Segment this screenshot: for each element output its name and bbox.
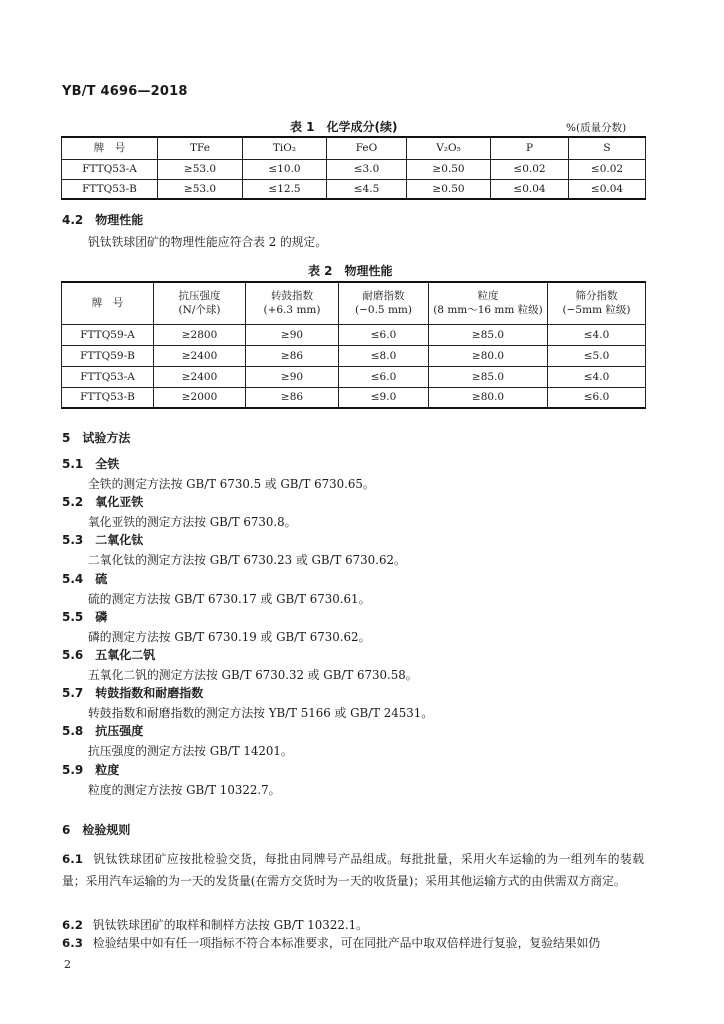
table2-col-header	[246, 282, 339, 324]
table2-cell: ≤6.0	[339, 324, 429, 345]
table2-col-header-line1: 转鼓指数	[271, 290, 313, 303]
table2-col-header	[154, 282, 246, 324]
table2-col-header	[548, 282, 646, 324]
table2-cell: FTTQ53-A	[62, 366, 154, 387]
subsection-number: 5.7	[62, 686, 84, 700]
subsection-text: 五氧化二钒的测定方法按 GB/T 6730.32 或 GB/T 6730.58。	[88, 668, 418, 682]
subsection-heading	[62, 723, 143, 739]
subsection-number: 5.2	[62, 495, 84, 509]
table1-header-row	[62, 137, 646, 159]
table2-physical-properties	[61, 281, 646, 409]
section-5-heading: 5 试验方法	[62, 431, 131, 445]
table2-cell: FTTQ53-B	[62, 387, 154, 408]
table1-col-header: S	[569, 137, 646, 159]
table1-col-header: V₂O₅	[407, 137, 491, 159]
subsection-title: 五氧化二钒	[95, 648, 156, 662]
table2-col-header-line1: 牌 号	[91, 297, 124, 310]
table2-col-header-line1: 抗压强度	[178, 290, 221, 303]
table2-col-header-line1: 粒度	[477, 290, 499, 303]
table1-col-header: 牌 号	[62, 137, 158, 159]
table2-cell: ≥2800	[154, 324, 246, 345]
section-6-heading: 6 检验规则	[62, 823, 131, 837]
table1-cell: FTTQ53-A	[62, 159, 158, 179]
subsection-text: 抗压强度的测定方法按 GB/T 14201。	[88, 744, 293, 758]
section-4-2-text: 钒钛铁球团矿的物理性能应符合表 2 的规定。	[88, 235, 328, 249]
table2-cell: ≥90	[246, 366, 339, 387]
table1-cell: ≥53.0	[158, 179, 243, 199]
subsection-number: 5.1	[62, 457, 84, 471]
table2-cell: ≤5.0	[548, 345, 646, 366]
table2-cell: ≤6.0	[548, 387, 646, 408]
table2-cell: ≤8.0	[339, 345, 429, 366]
subsection-heading	[62, 571, 107, 587]
subsection-text: 氧化亚铁的测定方法按 GB/T 6730.8。	[88, 515, 297, 529]
table-row	[62, 159, 646, 179]
table-row	[62, 179, 646, 199]
table2-caption: 表 2 物理性能	[308, 264, 393, 278]
table2-col-header-line1: 筛分指数	[575, 290, 618, 303]
section-6-2-paragraph: 6.2 钒钛铁球团矿的取样和制样方法按 GB/T 10322.1。	[62, 918, 368, 932]
subsection-text: 转鼓指数和耐磨指数的测定方法按 YB/T 5166 或 GB/T 24531。	[88, 706, 434, 720]
subsection-number: 5.6	[62, 648, 84, 662]
subsection-text: 磷的测定方法按 GB/T 6730.19 或 GB/T 6730.62。	[88, 630, 371, 644]
subsection-heading	[62, 532, 143, 548]
table1-cell: ≤0.02	[569, 159, 646, 179]
table2-col-header	[62, 282, 154, 324]
table2-cell: ≥2000	[154, 387, 246, 408]
table1-cell: ≥0.50	[407, 159, 491, 179]
section-4-2-heading: 4.2 物理性能	[62, 213, 144, 227]
table2-col-header-line2: (8 mm～16 mm 粒级)	[433, 304, 543, 317]
subsection-number: 5.3	[62, 533, 84, 547]
table2-cell: ≥85.0	[429, 324, 548, 345]
subsection-number: 5.4	[62, 572, 84, 586]
table-row	[62, 345, 646, 366]
section-6-1-paragraph: 6.1 钒钛铁球团矿应按批检验交货，每批由同牌号产品组成。每批批量，采用火车运输的为一组列车的装载量；采用汽车运输的为一天的发货量(在需方交货时为一天的收货量)；采用其他运输方式的由供需双方商定。	[62, 852, 644, 888]
subsection-title: 磷	[95, 610, 108, 624]
subsection-number: 5.5	[62, 610, 84, 624]
table2-col-header-line1: 耐磨指数	[362, 290, 405, 303]
subsection-heading	[62, 685, 203, 701]
table1-cell: ≥0.50	[407, 179, 491, 199]
table2-cell: FTTQ59-B	[62, 345, 154, 366]
subsection-number: 5.8	[62, 724, 84, 738]
standard-code: YB/T 4696—2018	[62, 84, 188, 99]
table1-cell: ≤12.5	[243, 179, 327, 199]
table2-cell: ≤6.0	[339, 366, 429, 387]
table2-cell: FTTQ59-A	[62, 324, 154, 345]
subsection-title: 粒度	[95, 763, 120, 777]
table1-cell: ≤0.02	[491, 159, 569, 179]
table1-chemical-composition	[61, 136, 646, 200]
table2-cell: ≥86	[246, 345, 339, 366]
subsection-title: 全铁	[95, 457, 120, 471]
subsection-number: 5.9	[62, 763, 84, 777]
subsection-title: 抗压强度	[95, 724, 144, 738]
table1-unit: %(质量分数)	[566, 122, 627, 134]
table1-cell: ≥53.0	[158, 159, 243, 179]
subsection-text: 全铁的测定方法按 GB/T 6730.5 或 GB/T 6730.65。	[88, 477, 375, 491]
table2-col-header-line2: (+6.3 mm)	[263, 304, 321, 317]
table2-col-header	[339, 282, 429, 324]
table-row	[62, 324, 646, 345]
subsection-title: 硫	[95, 572, 108, 586]
subsection-title: 二氧化钛	[95, 533, 144, 547]
table1-cell: ≤3.0	[327, 159, 407, 179]
table2-col-header-line2: (N/个球)	[178, 304, 221, 317]
table1-cell: ≤4.5	[327, 179, 407, 199]
table1-col-header: TFe	[158, 137, 243, 159]
table2-col-header-line2: (−5mm 粒级)	[562, 304, 631, 317]
table2-col-header	[429, 282, 548, 324]
table2-cell: ≥90	[246, 324, 339, 345]
table1-cell: ≤0.04	[569, 179, 646, 199]
subsection-heading	[62, 762, 119, 778]
table1-col-header: TiO₂	[243, 137, 327, 159]
subsection-text: 硫的测定方法按 GB/T 6730.17 或 GB/T 6730.61。	[88, 592, 371, 606]
table2-cell: ≥80.0	[429, 345, 548, 366]
subsection-title: 转鼓指数和耐磨指数	[95, 686, 204, 700]
page-number: 2	[64, 958, 71, 971]
subsection-heading	[62, 609, 107, 625]
subsection-text: 粒度的测定方法按 GB/T 10322.7。	[88, 783, 281, 797]
table2-cell: ≥86	[246, 387, 339, 408]
table2-cell: ≥2400	[154, 345, 246, 366]
table2-cell: ≤9.0	[339, 387, 429, 408]
table2-cell: ≥2400	[154, 366, 246, 387]
subsection-heading	[62, 494, 143, 510]
table2-cell: ≥85.0	[429, 366, 548, 387]
table1-cell: FTTQ53-B	[62, 179, 158, 199]
table2-col-header-line2: (−0.5 mm)	[355, 304, 412, 317]
subsection-title: 氧化亚铁	[95, 495, 144, 509]
table1-col-header: FeO	[327, 137, 407, 159]
table2-cell: ≤4.0	[548, 324, 646, 345]
table-row	[62, 366, 646, 387]
table2-header-row	[62, 282, 646, 324]
subsection-text: 二氧化钛的测定方法按 GB/T 6730.23 或 GB/T 6730.62。	[88, 553, 406, 567]
table2-cell: ≥80.0	[429, 387, 548, 408]
subsection-heading	[62, 647, 155, 663]
table1-cell: ≤10.0	[243, 159, 327, 179]
table2-cell: ≤4.0	[548, 366, 646, 387]
table1-cell: ≤0.04	[491, 179, 569, 199]
section-6-3-paragraph: 6.3 检验结果中如有任一项指标不符合本标准要求，可在同批产品中取双倍样进行复验，复验结果如仍	[62, 936, 601, 950]
table1-col-header: P	[491, 137, 569, 159]
table1-caption: 表 1 化学成分(续)	[290, 120, 398, 134]
table-row	[62, 387, 646, 408]
subsection-heading	[62, 456, 119, 472]
